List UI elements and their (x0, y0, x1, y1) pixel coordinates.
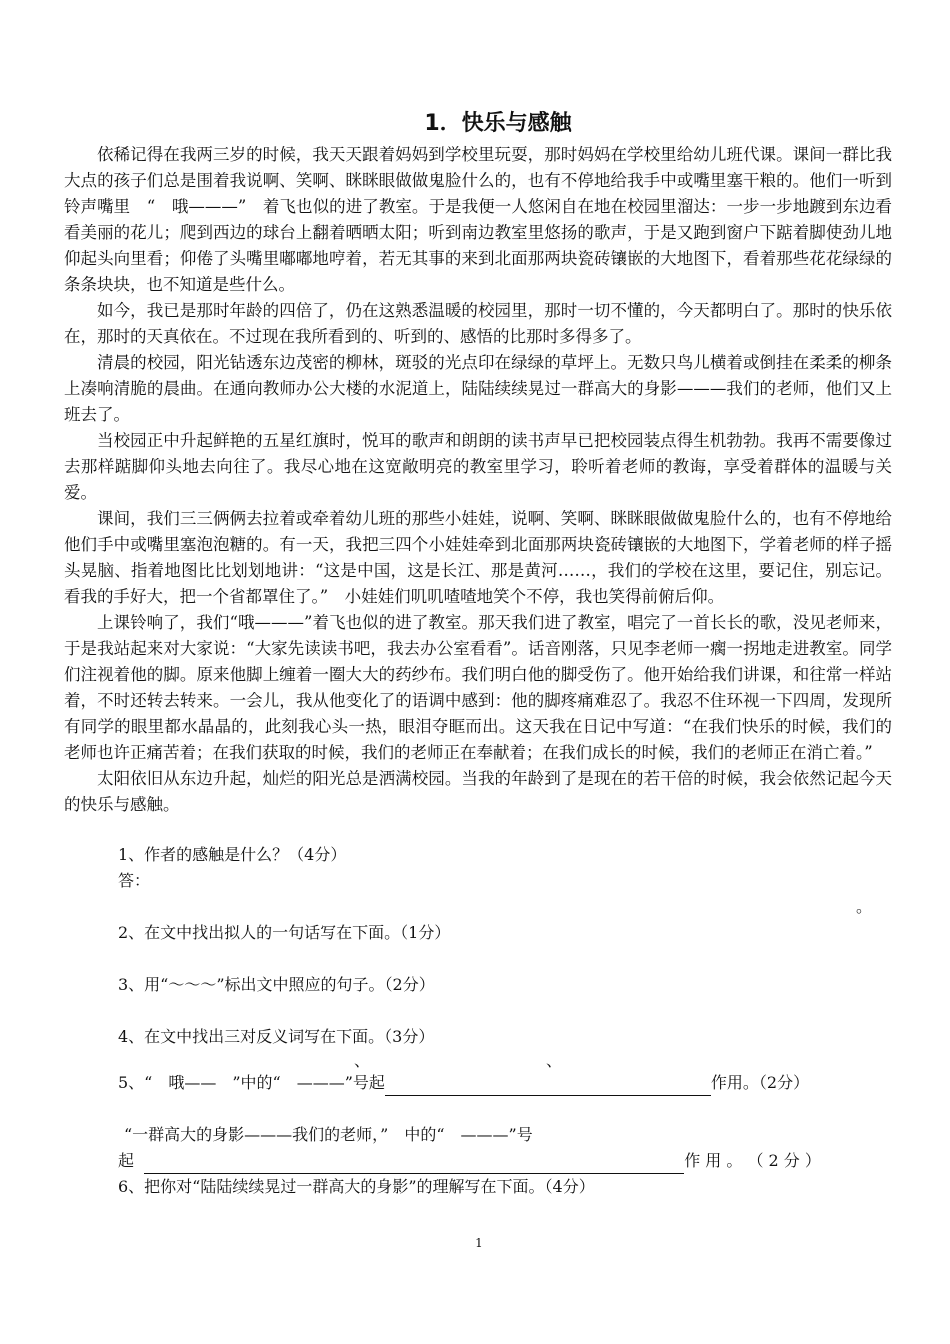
question-5-prefix: 5、“ 哦—— ”中的“ ———”号起 (118, 1073, 385, 1092)
question-6: 6、把你对“陆陆续续晃过一群高大的身影”的理解写在下面。（4分） (118, 1177, 595, 1196)
paragraph-2: 如今，我已是那时年龄的四倍了，仍在这熟悉温暖的校园里，那时一切不懂的，今天都明白了。那时的快乐依在，那时的天真依在。不过现在我所看到的、听到的、感悟的比那时多得多了。 (64, 301, 892, 346)
paragraph-7: 太阳依旧从东边升起，灿烂的阳光总是洒满校园。当我的年龄到了是现在的若干倍的时候，我会依然记起今天的快乐与感触。 (64, 769, 892, 814)
question-5b-blank[interactable] (144, 1153, 684, 1174)
question-1-end-mark: 。 (855, 897, 872, 916)
article-body (64, 142, 892, 818)
question-4-separator-2: 、 (546, 1051, 563, 1070)
question-4-answer-area (118, 1050, 892, 1070)
question-1-answer-label: 答： (118, 871, 151, 890)
question-section (64, 842, 892, 1200)
question-5-blank[interactable] (385, 1075, 711, 1096)
document-title: 1．快乐与感触 (424, 111, 572, 136)
question-4: 4、在文中找出三对反义词写在下面。（3分） (118, 1027, 435, 1046)
question-2: 2、在文中找出拟人的一句话写在下面。（1分） (118, 923, 451, 942)
question-1: 1、作者的感触是什么？（4分） (118, 845, 347, 864)
question-5b-prefix: 起 (118, 1151, 135, 1170)
paragraph-6: 上课铃响了，我们“哦———”着飞也似的进了教室。那天我们进了教室，唱完了一首长长的歌，没见老师来，于是我站起来对大家说：“大家先读读书吧，我去办公室看看”。话音刚落，只见李老师一瘸一拐地走进教室。同学们注视着他的脚。原来他脚上缠着一圈大大的药纱布。我们明白他的脚受伤了。他开始给我们讲课，和往常一样站着，不时还转去转来。一会儿，我从他变化了的语调中感到：他的脚疼痛难忍了。我忍不住环视一下四周，发现所有同学的眼里都水晶晶的，此刻我心头一热，眼泪夺眶而出。这天我在日记中写道：“在我们快乐的时候，我们的老师也许正痛苦着；在我们获取的时候，我们的老师正在奉献着；在我们成长的时候，我们的老师正在消亡着。” (64, 613, 892, 762)
question-5b-line-1: “一群高大的身影———我们的老师，” 中的“ ———”号 (124, 1125, 533, 1144)
question-3: 3、用“～～～”标出文中照应的句子。（2分） (118, 975, 435, 994)
question-5b-line-2 (118, 1148, 892, 1174)
paragraph-3: 清晨的校园，阳光钻透东边茂密的柳林，斑驳的光点印在绿绿的草坪上。无数只鸟儿横着或倒挂在柔柔的柳条上凑响清脆的晨曲。在通向教师办公大楼的水泥道上，陆陆续续晃过一群高大的身影———我们的老师，他们又上班去了。 (64, 353, 892, 424)
paragraph-5: 课间，我们三三俩俩去拉着或牵着幼儿班的那些小娃娃，说啊、笑啊、眯眯眼做做鬼脸什么的，也有不停地给他们手中或嘴里塞泡泡糖的。有一天，我把三四个小娃娃牵到北面那两块瓷砖镶嵌的大地图下，学着老师的样子摇头晃脑、指着地图比比划划地讲：“这是中国，这是长江、那是黄河……，我们的学校在这里，要记住，别忘记。看我的手好大，把一个省都罩住了。” 小娃娃们叽叽喳喳地笑个不停，我也笑得前俯后仰。 (64, 509, 892, 606)
question-4-separator-1: 、 (354, 1051, 371, 1070)
document-page (64, 96, 892, 1200)
question-5 (118, 1070, 892, 1096)
page-number: 1 (475, 1236, 483, 1250)
paragraph-4: 当校园正中升起鲜艳的五星红旗时，悦耳的歌声和朗朗的读书声早已把校园装点得生机勃勃。我再不需要像过去那样踮脚仰头地去向往了。我尽心地在这宽敞明亮的教室里学习，聆听着老师的教诲，享受着群体的温暖与关爱。 (64, 431, 892, 502)
question-1-answer-line (118, 894, 892, 920)
question-5-suffix: 作用。（2分） (710, 1073, 810, 1092)
paragraph-1: 依稀记得在我两三岁的时候，我天天跟着妈妈到学校里玩耍，那时妈妈在学校里给幼儿班代课。课间一群比我大点的孩子们总是围着我说啊、笑啊、眯眯眼做做鬼脸什么的，也有不停地给我手中或嘴里塞干粮的。他们一听到铃声嘴里 “ 哦———” 着飞也似的进了教室。于是我便一人悠闲自在地在校园里溜达：一步一步地踱到东边看看美丽的花儿；爬到西边的球台上翻着晒晒太阳；听到南边教室里悠扬的歌声，于是又跑到窗户下踮着脚使劲儿地仰起头向里看；仰倦了头嘴里嘟嘟地哼着，若无其事的来到北面那两块瓷砖镶嵌的大地图下，看着那些花花绿绿的条条块块，也不知道是些什么。 (64, 145, 892, 294)
question-5b-suffix: 作 用 。 （ 2 分 ） (684, 1151, 821, 1170)
